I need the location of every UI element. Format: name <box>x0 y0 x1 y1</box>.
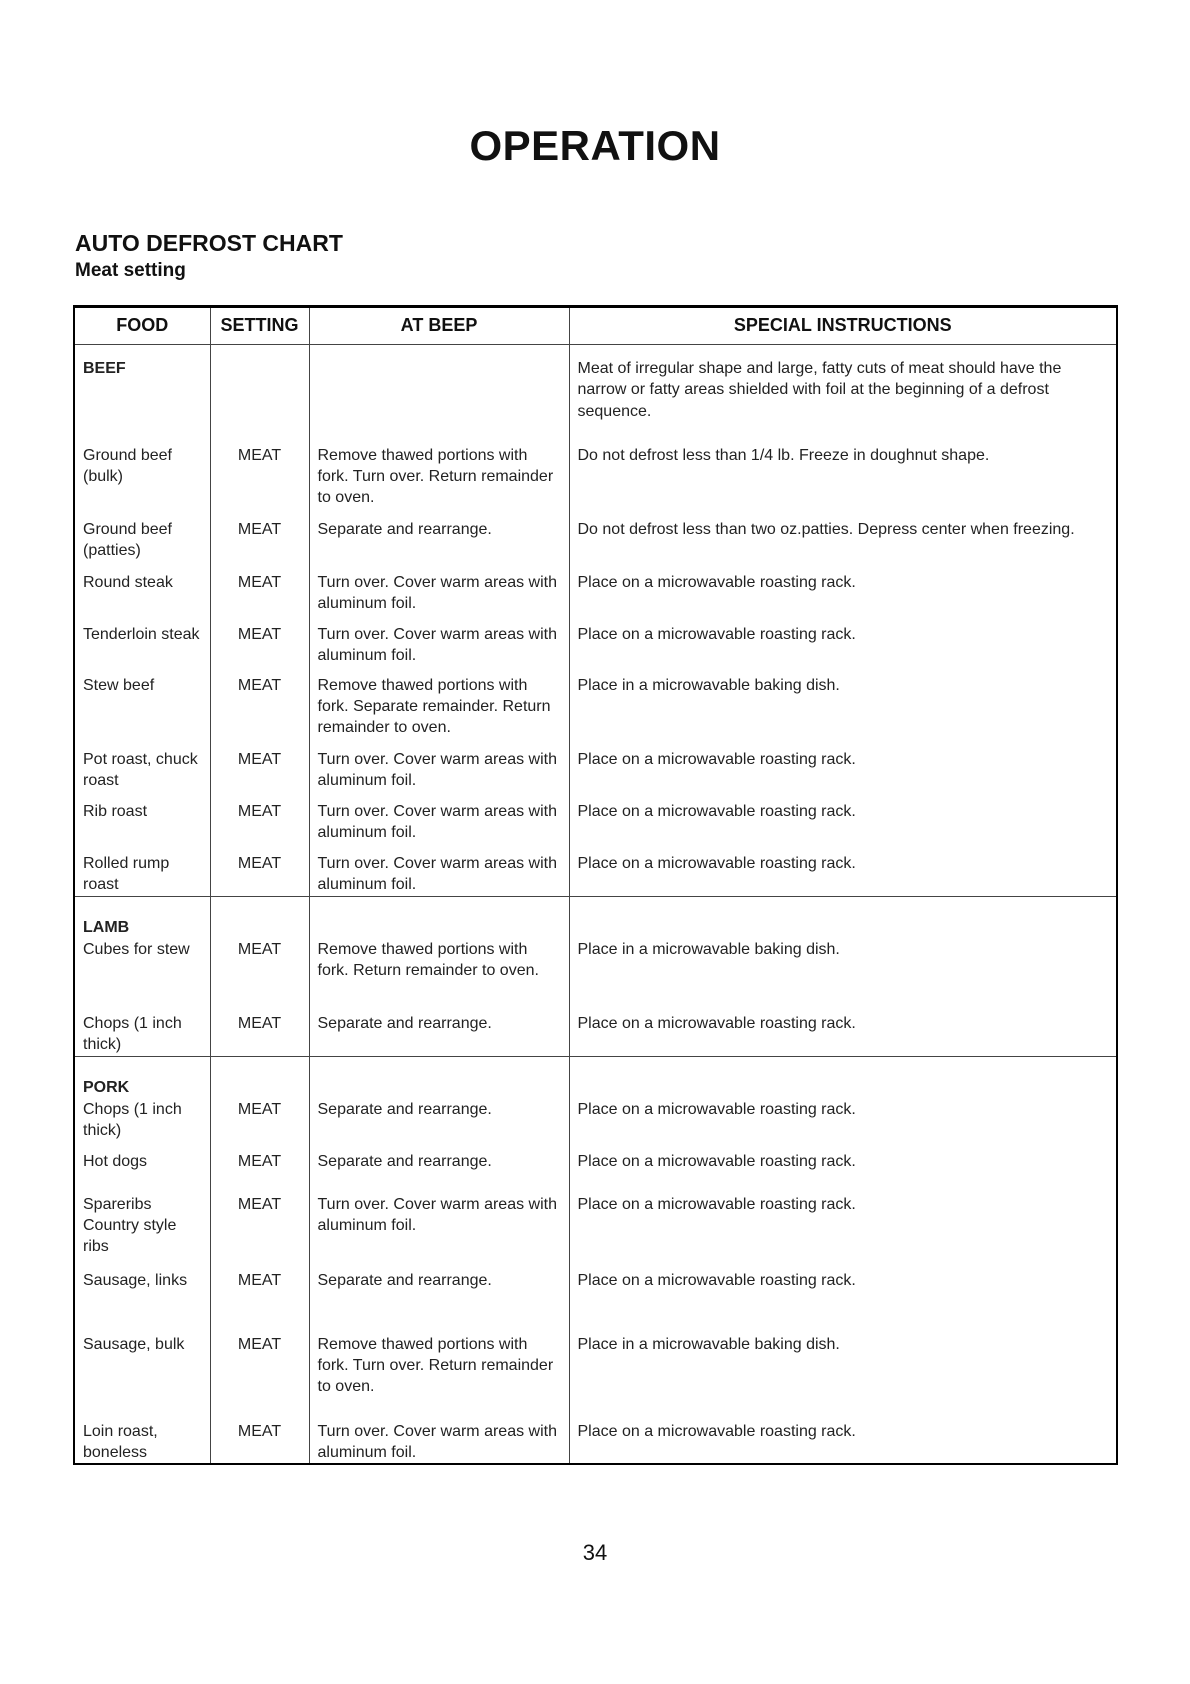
table-row <box>74 519 1117 572</box>
at-beep-cell: Separate and rearrange. <box>309 519 569 572</box>
special-instructions-cell: Place on a microwavable roasting rack. <box>569 1270 1117 1334</box>
setting-cell: MEAT <box>210 1151 309 1194</box>
special-instructions-cell: Place in a microwavable baking dish. <box>569 1334 1117 1421</box>
setting-cell: MEAT <box>210 572 309 624</box>
at-beep-cell: Remove thawed portions with fork. Separate remainder. Return remainder to oven. <box>309 675 569 749</box>
special-instructions-cell: Place in a microwavable baking dish. <box>569 939 1117 1013</box>
table-row <box>74 445 1117 519</box>
food-cell: Spareribs Country style ribs <box>74 1194 210 1270</box>
group-note <box>569 1057 1117 1099</box>
setting-cell: MEAT <box>210 624 309 675</box>
table-row <box>74 749 1117 801</box>
special-instructions-cell: Place on a microwavable roasting rack. <box>569 1099 1117 1151</box>
setting-cell: MEAT <box>210 1099 309 1151</box>
food-cell: Rib roast <box>74 801 210 853</box>
group-header-row <box>74 345 1117 445</box>
at-beep-cell: Turn over. Cover warm areas with aluminum foil. <box>309 749 569 801</box>
at-beep-cell: Turn over. Cover warm areas with aluminum foil. <box>309 624 569 675</box>
table-row <box>74 939 1117 1013</box>
group-setting-cell <box>210 1057 309 1099</box>
table-row <box>74 1421 1117 1465</box>
group-setting-cell <box>210 345 309 445</box>
at-beep-cell: Separate and rearrange. <box>309 1013 569 1057</box>
group-beep-cell <box>309 345 569 445</box>
table-row <box>74 1270 1117 1334</box>
special-instructions-cell: Place on a microwavable roasting rack. <box>569 1194 1117 1270</box>
header-at-beep: AT BEEP <box>309 307 569 345</box>
special-instructions-cell: Place on a microwavable roasting rack. <box>569 1151 1117 1194</box>
setting-cell: MEAT <box>210 939 309 1013</box>
food-cell: Pot roast, chuck roast <box>74 749 210 801</box>
food-cell: Round steak <box>74 572 210 624</box>
table-row <box>74 853 1117 897</box>
at-beep-cell: Remove thawed portions with fork. Turn over. Return remainder to oven. <box>309 445 569 519</box>
table-row <box>74 1194 1117 1270</box>
group-setting-cell <box>210 897 309 939</box>
special-instructions-cell: Place on a microwavable roasting rack. <box>569 853 1117 897</box>
header-food: FOOD <box>74 307 210 345</box>
setting-cell: MEAT <box>210 1194 309 1270</box>
table-row <box>74 801 1117 853</box>
special-instructions-cell: Do not defrost less than two oz.patties. Depress center when freezing. <box>569 519 1117 572</box>
setting-cell: MEAT <box>210 1013 309 1057</box>
group-label: PORK <box>74 1057 210 1099</box>
at-beep-cell: Separate and rearrange. <box>309 1151 569 1194</box>
table-row <box>74 572 1117 624</box>
setting-cell: MEAT <box>210 675 309 749</box>
at-beep-cell: Turn over. Cover warm areas with aluminum foil. <box>309 1421 569 1465</box>
food-cell: Hot dogs <box>74 1151 210 1194</box>
group-header-row <box>74 1057 1117 1099</box>
auto-defrost-table <box>73 305 1118 1465</box>
table-row <box>74 624 1117 675</box>
setting-cell: MEAT <box>210 749 309 801</box>
special-instructions-cell: Place on a microwavable roasting rack. <box>569 572 1117 624</box>
at-beep-cell: Remove thawed portions with fork. Turn over. Return remainder to oven. <box>309 1334 569 1421</box>
food-cell: Ground beef (bulk) <box>74 445 210 519</box>
header-setting: SETTING <box>210 307 309 345</box>
group-header-row <box>74 897 1117 939</box>
page-number: 34 <box>582 1540 608 1565</box>
food-cell: Cubes for stew <box>74 939 210 1013</box>
setting-cell: MEAT <box>210 1270 309 1334</box>
page-title: OPERATION <box>469 122 721 169</box>
food-cell: Tenderloin steak <box>74 624 210 675</box>
special-instructions-cell: Place on a microwavable roasting rack. <box>569 1013 1117 1057</box>
table-row <box>74 1334 1117 1421</box>
food-cell: Ground beef (patties) <box>74 519 210 572</box>
group-label: BEEF <box>74 345 210 445</box>
header-special-instructions: SPECIAL INSTRUCTIONS <box>569 307 1117 345</box>
special-instructions-cell: Place in a microwavable baking dish. <box>569 675 1117 749</box>
table-row <box>74 675 1117 749</box>
setting-cell: MEAT <box>210 445 309 519</box>
at-beep-cell: Separate and rearrange. <box>309 1270 569 1334</box>
food-cell: Sausage, bulk <box>74 1334 210 1421</box>
at-beep-cell: Separate and rearrange. <box>309 1099 569 1151</box>
setting-cell: MEAT <box>210 801 309 853</box>
special-instructions-cell: Place on a microwavable roasting rack. <box>569 1421 1117 1465</box>
at-beep-cell: Remove thawed portions with fork. Return remainder to oven. <box>309 939 569 1013</box>
setting-cell: MEAT <box>210 1334 309 1421</box>
setting-cell: MEAT <box>210 1421 309 1465</box>
special-instructions-cell: Place on a microwavable roasting rack. <box>569 749 1117 801</box>
chart-title: AUTO DEFROST CHART <box>75 230 343 256</box>
group-beep-cell <box>309 897 569 939</box>
at-beep-cell: Turn over. Cover warm areas with aluminum foil. <box>309 801 569 853</box>
group-note: Meat of irregular shape and large, fatty cuts of meat should have the narrow or fatty areas shielded with foil at the beginning of a defrost sequence. <box>569 345 1117 445</box>
food-cell: Chops (1 inch thick) <box>74 1099 210 1151</box>
setting-cell: MEAT <box>210 853 309 897</box>
chart-subtitle: Meat setting <box>75 260 186 281</box>
special-instructions-cell: Place on a microwavable roasting rack. <box>569 624 1117 675</box>
group-label: LAMB <box>74 897 210 939</box>
food-cell: Stew beef <box>74 675 210 749</box>
table-row <box>74 1099 1117 1151</box>
at-beep-cell: Turn over. Cover warm areas with aluminum foil. <box>309 853 569 897</box>
food-cell: Sausage, links <box>74 1270 210 1334</box>
setting-cell: MEAT <box>210 519 309 572</box>
table-row <box>74 1151 1117 1194</box>
group-beep-cell <box>309 1057 569 1099</box>
at-beep-cell: Turn over. Cover warm areas with aluminum foil. <box>309 572 569 624</box>
at-beep-cell: Turn over. Cover warm areas with aluminum foil. <box>309 1194 569 1270</box>
food-cell: Rolled rump roast <box>74 853 210 897</box>
special-instructions-cell: Place on a microwavable roasting rack. <box>569 801 1117 853</box>
special-instructions-cell: Do not defrost less than 1/4 lb. Freeze in doughnut shape. <box>569 445 1117 519</box>
food-cell: Loin roast, boneless <box>74 1421 210 1465</box>
food-cell: Chops (1 inch thick) <box>74 1013 210 1057</box>
group-note <box>569 897 1117 939</box>
table-header <box>74 307 1117 345</box>
table-row <box>74 1013 1117 1057</box>
